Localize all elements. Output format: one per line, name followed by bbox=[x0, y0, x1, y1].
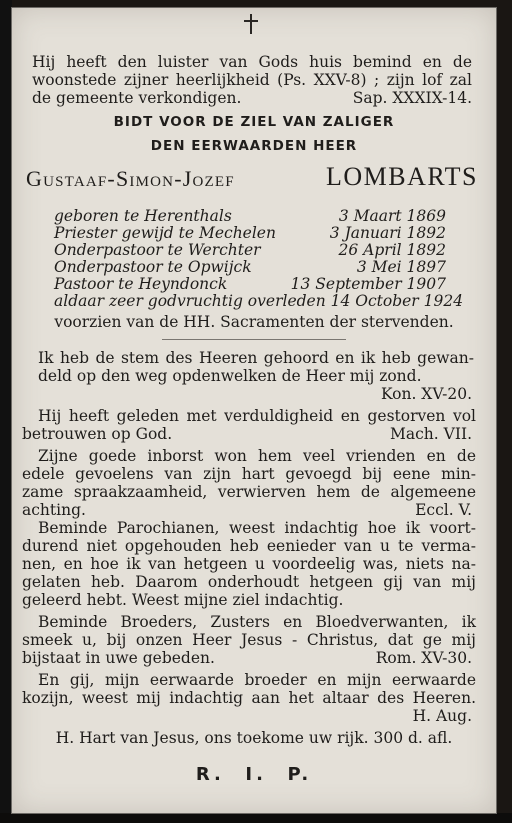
body-p4-line-4: gelaten heb. Daarom onderhoudt hetgeen gij van mij bbox=[22, 573, 476, 591]
bio-label-ordination: Priester gewijd te Mechelen bbox=[54, 224, 276, 242]
body-p6-reference: H. Aug. bbox=[412, 707, 472, 725]
quote-top-reference: Sap. XXXIX-14. bbox=[352, 89, 472, 107]
bio-date-werchter: 26 April 1892 bbox=[338, 241, 446, 259]
body-p4-line-1: Beminde Parochianen, weest indachtig hoe ik voort- bbox=[38, 519, 476, 537]
indulgence-line: H. Hart van Jesus, ons toekome uw rijk. 300 d. afl. bbox=[55, 729, 453, 747]
body-p5-line-2: smeek u, bij onzen Heer Jesus - Christus, dat ge mij bbox=[22, 631, 476, 649]
body-p2-line-1: Hij heeft geleden met verduldigheid en gestorven vol bbox=[38, 407, 476, 425]
body-p4-line-2: durend niet opgehouden heb eenieder van u te verma- bbox=[22, 537, 476, 555]
prayer-line: BIDT VOOR DE ZIEL VAN ZALIGER bbox=[113, 114, 395, 130]
deceased-surname: LOMBARTS bbox=[325, 162, 478, 191]
bio-label-werchter: Onderpastoor te Werchter bbox=[54, 241, 261, 259]
sacraments-line: voorzien van de HH. Sacramenten der stervenden. bbox=[54, 313, 454, 331]
body-p1-reference: Kon. XV-20. bbox=[380, 385, 472, 403]
cross-icon bbox=[243, 14, 259, 34]
body-p3-reference: Eccl. V. bbox=[415, 501, 472, 519]
rip-line: R. I. P. bbox=[195, 764, 313, 785]
body-p1-line-2: deld op den weg opdenwelken de Heer mij zond. bbox=[38, 367, 422, 385]
body-p6-line-1: En gij, mijn eerwaarde broeder en mijn eerwaarde bbox=[38, 671, 476, 689]
death-line: aldaar zeer godvruchtig overleden 14 October 1924 bbox=[54, 292, 464, 310]
body-p4-line-3: nen, en hoe ik van hetgeen u voordeelig was, niets na- bbox=[22, 555, 476, 573]
bio-label-heyndonck: Pastoor te Heyndonck bbox=[54, 275, 228, 293]
deceased-given-names: Gustaaf-Simon-Jozef bbox=[26, 166, 235, 191]
body-p5-reference: Rom. XV-30. bbox=[375, 649, 472, 667]
body-p1-line-1: Ik heb de stem des Heeren gehoord en ik heb gewan- bbox=[38, 349, 474, 367]
body-p3-line-1: Zijne goede inborst won hem veel vrienden en de bbox=[38, 447, 476, 465]
bio-date-ordination: 3 Januari 1892 bbox=[329, 224, 446, 242]
memorial-card bbox=[12, 8, 496, 813]
quote-top-line-3: de gemeente verkondigen. bbox=[32, 89, 242, 107]
body-p4-line-5: geleerd hebt. Weest mijne ziel indachtig. bbox=[22, 591, 344, 609]
bio-date-birth: 3 Maart 1869 bbox=[338, 207, 446, 225]
title-line: DEN EERWAARDEN HEER bbox=[150, 138, 358, 154]
card-shadow-left bbox=[0, 0, 12, 823]
body-p3-line-4: achting. bbox=[22, 501, 86, 519]
body-p5-line-1: Beminde Broeders, Zusters en Bloedverwanten, ik bbox=[38, 613, 476, 631]
body-p2-line-2: betrouwen op God. bbox=[22, 425, 173, 443]
body-p5-line-3: bijstaat in uwe gebeden. bbox=[22, 649, 215, 667]
body-p6-line-2: kozijn, weest mij indachtig aan het altaar des Heeren. bbox=[22, 689, 476, 707]
bio-date-heyndonck: 13 September 1907 bbox=[290, 275, 446, 293]
quote-top-line-2: woonstede zijner heerlijkheid (Ps. XXV-8) ; zijn lof zal bbox=[32, 71, 472, 89]
card-shadow-bottom bbox=[0, 813, 512, 823]
body-p2-reference: Mach. VII. bbox=[390, 425, 472, 443]
divider bbox=[162, 339, 346, 340]
body-p3-line-2: edele gevoelens van zijn hart gevoegd bij eene min- bbox=[22, 465, 476, 483]
quote-top-line-1: Hij heeft den luister van Gods huis bemind en de bbox=[32, 53, 472, 71]
bio-label-opwijck: Onderpastoor te Opwijck bbox=[54, 258, 252, 276]
bio-label-birth: geboren te Herenthals bbox=[54, 207, 232, 225]
body-p3-line-3: zame spraakzaamheid, verwierven hem de algemeene bbox=[22, 483, 476, 501]
bio-date-opwijck: 3 Mei 1897 bbox=[356, 258, 446, 276]
